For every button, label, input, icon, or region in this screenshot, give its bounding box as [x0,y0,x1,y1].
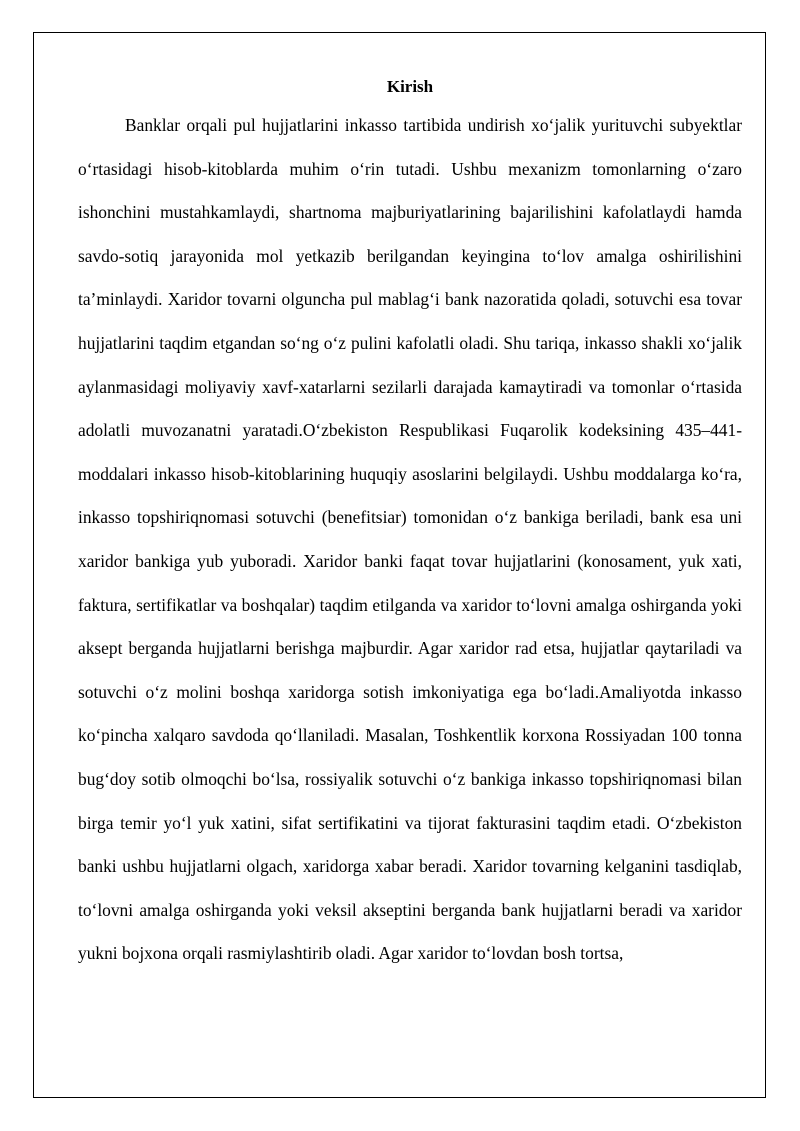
document-title: Kirish [386,77,434,96]
body-paragraph: Banklar orqali pul hujjatlarini inkasso tartibida undirish xo‘jalik yurituvchi subyektlar o‘rtasidagi hisob-kitoblarda muhim o‘rin tutadi. Ushbu mexanizm tomonlarning o‘zaro ishonchini mustahkamlaydi, shartnoma majburiyatlarining bajarilishini kafolatlaydi hamda savdo-sotiq jarayonida mol yetkazib berilgandan keyingina to‘lov amalga oshirilishini ta’minlaydi. Xaridor tovarni olguncha pul mablag‘i bank nazoratida qoladi, sotuvchi esa tovar hujjatlarini taqdim etgandan so‘ng o‘z pulini kafolatli oladi. Shu tariqa, inkasso shakli xo‘jalik aylanmasidagi moliyaviy xavf-xatarlarni sezilarli darajada kamaytiradi va tomonlar o‘rtasida adolatli muvozanatni yaratadi.O‘zbekiston Respublikasi Fuqarolik kodeksining 435–441-moddalari inkasso hisob-kitoblarining huquqiy asoslarini belgilaydi. Ushbu moddalarga ko‘ra, inkasso topshiriqnomasi sotuvchi (benefitsiar) tomonidan o‘z bankiga beriladi, bank esa uni xaridor bankiga yub yuboradi. Xaridor banki faqat tovar hujjatlarini (konosament, yuk xati, faktura, sertifikatlar va boshqalar) taqdim etilganda va xaridor to‘lovni amalga oshirganda yoki aksept berganda hujjatlarni berishga majburdir. Agar xaridor rad etsa, hujjatlar qaytariladi va sotuvchi o‘z molini boshqa xaridorga sotish imkoniyatiga ega bo‘ladi.Amaliyotda inkasso ko‘pincha xalqaro savdoda qo‘llaniladi. Masalan, Toshkentlik korxona Rossiyadan 100 tonna bug‘doy sotib olmoqchi bo‘lsa, rossiyalik sotuvchi o‘z bankiga inkasso topshiriqnomasi bilan birga temir yo‘l yuk xatini, sifat sertifikatini va tijorat fakturasini taqdim etadi. O‘zbekiston banki ushbu hujjatlarni olgach, xaridorga xabar beradi. Xaridor tovarning kelganini tasdiqlab, to‘lovni amalga oshirganda yoki veksil akseptini berganda bank hujjatlarni beradi va xaridor yukni bojxona orqali rasmiylashtirib oladi. Agar xaridor to‘lovdan bosh tortsa, [78,115,742,964]
document-body [78,70,742,976]
